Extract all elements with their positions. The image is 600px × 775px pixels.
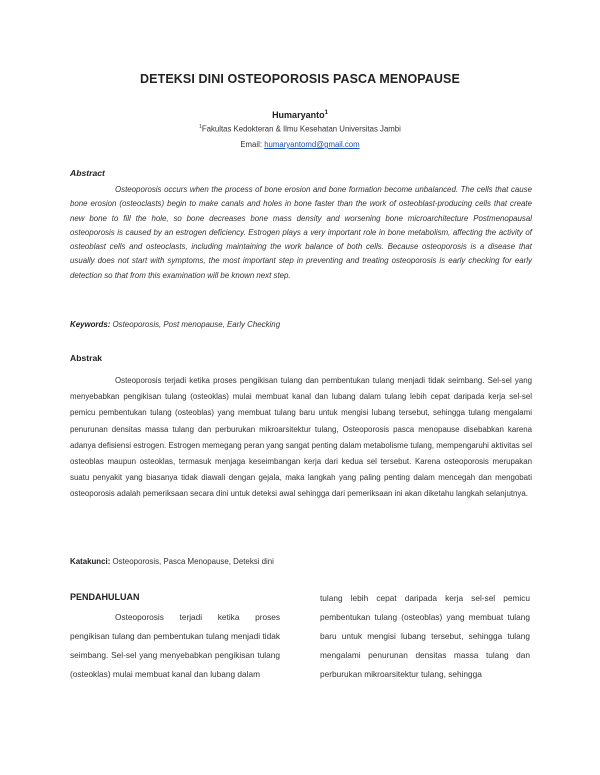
email-link[interactable]: humaryantomd@gmail.com xyxy=(264,140,360,149)
katakunci-label: Katakunci: xyxy=(70,557,111,566)
email-label: Email: xyxy=(240,140,265,149)
paper-title: DETEKSI DINI OSTEOPOROSIS PASCA MENOPAUSE xyxy=(140,72,460,86)
abstract-body: Osteoporosis occurs when the process of bone erosion and bone formation become unbalanced. The cells that cause bone erosion (osteoclasts) begin to make canals and holes in bone faster than the work of osteoblast-producing cells that create new bone to fill the hole, so bone decreases bone mass density and worsening bone microarchitecture Postmenopausal osteoporosis is caused by an estrogen deficiency. Estrogen plays a very important role in bone metabolism, affecting the activity of osteoblast cells and osteoclasts, including maintaining the work balance of both cells. Because osteoporosis is a disease that usually does not start with symptoms, the most important step in preventing and treating osteoporosis is early checking for early detection so that from this examination will be known next step. xyxy=(70,185,532,280)
intro-heading: PENDAHULUAN xyxy=(70,592,140,602)
author-superscript: 1 xyxy=(324,110,328,116)
affiliation-superscript: 1 xyxy=(199,124,202,130)
affiliation-line xyxy=(0,124,600,134)
keywords-text: Osteoporosis, Post menopause, Early Checking xyxy=(110,320,281,329)
author-line xyxy=(0,110,600,120)
abstrak-body: Osteoporosis terjadi ketika proses pengikisan tulang dan pembentukan tulang menjadi tidak seimbang. Sel-sel yang menyebabkan pengikisan tulang (osteoklas) mulai membuat kanal dan lubang dalam tulang lebih cepat daripada kerja sel-sel pemicu pembentukan tulang (osteoblas) yang membuat tulang baru untuk mengisi lubang tersebut, sehingga tulang mengalami penurunan densitas massa tulang dan perburukan mikroarsitektur tulang, Osteoporosis pasca menopause disebabkan karena adanya defisiensi estrogen. Estrogen memegang peran yang sangat penting dalam metabolisme tulang, mempengaruhi aktivitas sel osteoblas maupun osteoklas, termasuk menjaga keseimbangan kerja dari kedua sel tersebut. Karena osteoporosis merupakan suatu penyakit yang biasanya tidak diawali dengan gejala, maka langkah yang paling penting dalam mencegah dan mengobati osteoporosis adalah pemeriksaan secara dini untuk deteksi awal sehingga dari pemeriksaan ini akan diketahu langkah selanjutnya. xyxy=(70,376,532,499)
intro-left-column: Osteoporosis terjadi ketika proses pengikisan tulang dan pembentukan tulang menjadi tidak seimbang. Sel-sel yang menyebabkan pengikisan tulang (osteoklas) mulai membuat kanal dan lubang dalam xyxy=(70,612,280,679)
keywords-label: Keywords: xyxy=(70,320,111,329)
intro-right-column: tulang lebih cepat daripada kerja sel-sel pemicu pembentukan tulang (osteoblas) yang membuat tulang baru untuk mengisi lubang tersebut, sehingga tulang mengalami penurunan densitas massa tulang dan perburukan mikroarsitektur tulang, sehingga xyxy=(320,593,530,679)
abstract-heading: Abstract xyxy=(70,168,105,178)
abstract-keywords xyxy=(70,320,280,329)
abstrak-keywords xyxy=(70,557,274,566)
abstrak-heading: Abstrak xyxy=(70,353,102,363)
affiliation: Fakultas Kedokteran & Ilmu Kesehatan Universitas Jambi xyxy=(201,124,401,134)
author-name: Humaryanto xyxy=(272,110,325,120)
email-line xyxy=(0,140,600,149)
katakunci-text: Osteoporosis, Pasca Menopause, Deteksi dini xyxy=(110,557,274,566)
